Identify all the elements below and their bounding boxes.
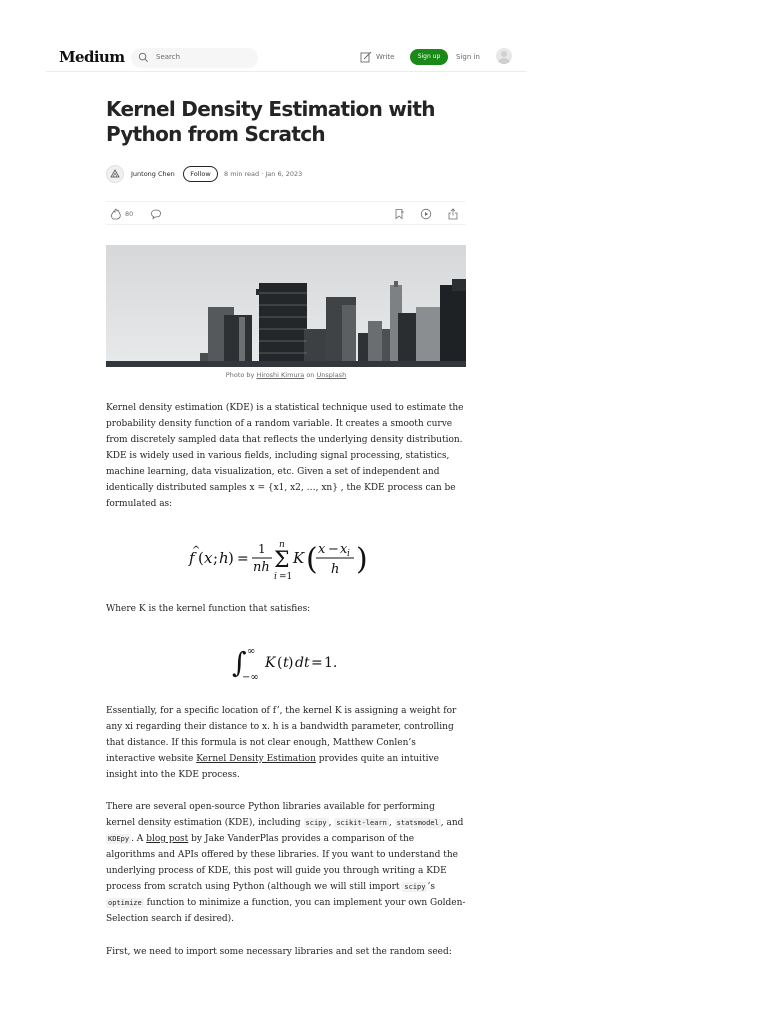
svg-text:x: x — [340, 542, 348, 557]
svg-text:−: − — [328, 542, 339, 557]
share-icon[interactable] — [447, 208, 459, 220]
code-optimize: optimize — [108, 899, 142, 907]
libs-text-3: by Jake VanderPlas provides a comparison of the algorithms and APIs offered by these libraries. If you want to understand the underlying process of KDE, this post will guide you through writing a KDE process from scratch using Python (although we will still import — [106, 834, 458, 892]
svg-text:dt: dt — [295, 655, 310, 671]
kde-website-link[interactable]: Kernel Density Estimation — [196, 754, 316, 764]
kde-formula — [186, 536, 370, 582]
hero-image — [106, 245, 466, 367]
svg-text:nh: nh — [253, 560, 270, 575]
medium-logo[interactable]: Medium — [59, 48, 125, 66]
write-icon[interactable] — [360, 51, 372, 63]
follow-button[interactable]: Follow — [183, 166, 218, 182]
top-navigation-bar — [46, 44, 527, 72]
author-row — [106, 165, 466, 183]
svg-text:Σ: Σ — [274, 548, 290, 573]
caption-prefix: Photo by — [225, 371, 255, 379]
intro-paragraph: Kernel density estimation (KDE) is a statistical technique used to estimate the probability density function of a random variable. It creates a smooth curve from discretely sampled data that reflects the underlying density distribution. KDE is widely used in various fields, including signal processing, statistics, machine learning, data visualization, etc. Given a set of independent and identically distributed samples x = {x1, x2, …, xn} , the KDE process can be formulated as: — [106, 403, 464, 509]
blog-post-link[interactable]: blog post — [146, 834, 189, 844]
libraries-paragraph: There are several open-source Python libraries available for performing kernel density estimation (KDE), including scipy , scikit-learn , statsmodel , and KDEpy . A blog post by Jake VanderPlas provides a comparison of the algorithms and APIs offered by these libraries. If you want to understand the underlying process of KDE, this post will guide you through writing a KDE process from scratch using Python (although we will still import scipy ’s optimize function to minimize a function, you can implement your own Golden-Selection search if desired). — [106, 802, 466, 924]
svg-text:1.: 1. — [324, 655, 338, 671]
play-icon[interactable] — [420, 208, 432, 220]
read-time: 8 min read — [224, 170, 260, 178]
svg-text:∫: ∫ — [232, 646, 247, 679]
sign-up-button[interactable]: Sign up — [410, 49, 448, 65]
article-meta: 8 min read · Jan 6, 2023 — [224, 170, 303, 178]
code-statsmodel: statsmodel — [396, 819, 439, 827]
svg-text:1: 1 — [258, 542, 266, 556]
svg-text:(: ( — [306, 542, 318, 577]
libs-text-5: function to minimize a function, you can implement your own Golden-Selection search if desired). — [106, 898, 466, 924]
image-caption — [106, 371, 466, 379]
search-box[interactable] — [131, 48, 258, 68]
article-title: Kernel Density Estimation with Python from Scratch — [106, 97, 435, 146]
svg-text:i: i — [347, 549, 350, 559]
photographer-link[interactable]: Hiroshi Kimura — [256, 371, 305, 379]
svg-text:n: n — [279, 540, 285, 550]
libs-text-2: . A — [131, 834, 144, 844]
svg-text:=1: =1 — [279, 572, 293, 582]
libs-text-4: ’s — [427, 882, 435, 892]
svg-text:=: = — [237, 551, 249, 567]
clap-count: 80 — [125, 210, 134, 218]
skyline-photo — [106, 245, 466, 367]
write-link[interactable]: Write — [376, 53, 395, 61]
libs-and: , and — [440, 818, 464, 828]
svg-text:=: = — [311, 655, 323, 671]
comment-icon[interactable] — [150, 208, 162, 220]
svg-text:(: ( — [198, 549, 204, 567]
code-scikit-learn: scikit-learn — [336, 819, 387, 827]
svg-text:K: K — [293, 549, 305, 567]
svg-text:;: ; — [213, 549, 219, 567]
article-action-bar — [106, 201, 466, 225]
code-scipy: scipy — [305, 819, 327, 827]
svg-text:x: x — [318, 542, 326, 557]
svg-text:f: f — [189, 549, 195, 567]
unsplash-link[interactable]: Unsplash — [316, 371, 347, 379]
where-paragraph: Where K is the kernel function that satisfies: — [106, 604, 311, 614]
svg-text:): ) — [288, 655, 294, 671]
first-step-paragraph: First, we need to import some necessary libraries and set the random seed: — [106, 947, 452, 957]
user-avatar-icon[interactable] — [496, 48, 512, 64]
libs-text-1: There are several open-source Python libraries available for performing kernel density estimation (KDE), including — [106, 802, 435, 828]
svg-text:K: K — [265, 655, 276, 671]
svg-text:): ) — [228, 549, 234, 567]
svg-text:∞: ∞ — [247, 646, 256, 657]
author-avatar[interactable] — [106, 165, 124, 183]
svg-text:(: ( — [277, 655, 283, 671]
bookmark-icon[interactable] — [393, 208, 405, 220]
author-avatar-icon — [110, 169, 120, 179]
sign-in-link[interactable]: Sign in — [456, 53, 480, 61]
svg-text:−∞: −∞ — [242, 672, 259, 682]
svg-text:h: h — [331, 562, 340, 577]
clap-icon[interactable] — [110, 208, 122, 220]
kernel-integral-formula — [232, 642, 344, 682]
search-icon — [138, 52, 149, 63]
code-scipy-2: scipy — [404, 883, 426, 891]
code-kdepy: KDEpy — [108, 835, 130, 843]
explanation-text-2: provides quite an intuitive insight into the KDE process. — [106, 754, 439, 780]
explanation-paragraph — [106, 703, 466, 783]
caption-on: on — [306, 371, 315, 379]
svg-text:i: i — [274, 572, 277, 582]
explanation-text-1: Essentially, for a specific location of f’, the kernel K is assigning a weight for any xi regarding their distance to x. h is a bandwidth parameter, controlling that distance. If this formula is not clear enough, Matthew Conlen’s interactive website — [106, 706, 457, 764]
search-input[interactable]: Search — [156, 53, 181, 61]
svg-text:^: ^ — [192, 545, 201, 556]
svg-text:h: h — [219, 549, 229, 567]
publish-date: Jan 6, 2023 — [265, 170, 303, 178]
svg-text:): ) — [356, 542, 368, 577]
svg-text:t: t — [283, 655, 289, 671]
author-name[interactable]: Juntong Chen — [131, 170, 175, 178]
svg-text:x: x — [204, 549, 213, 567]
